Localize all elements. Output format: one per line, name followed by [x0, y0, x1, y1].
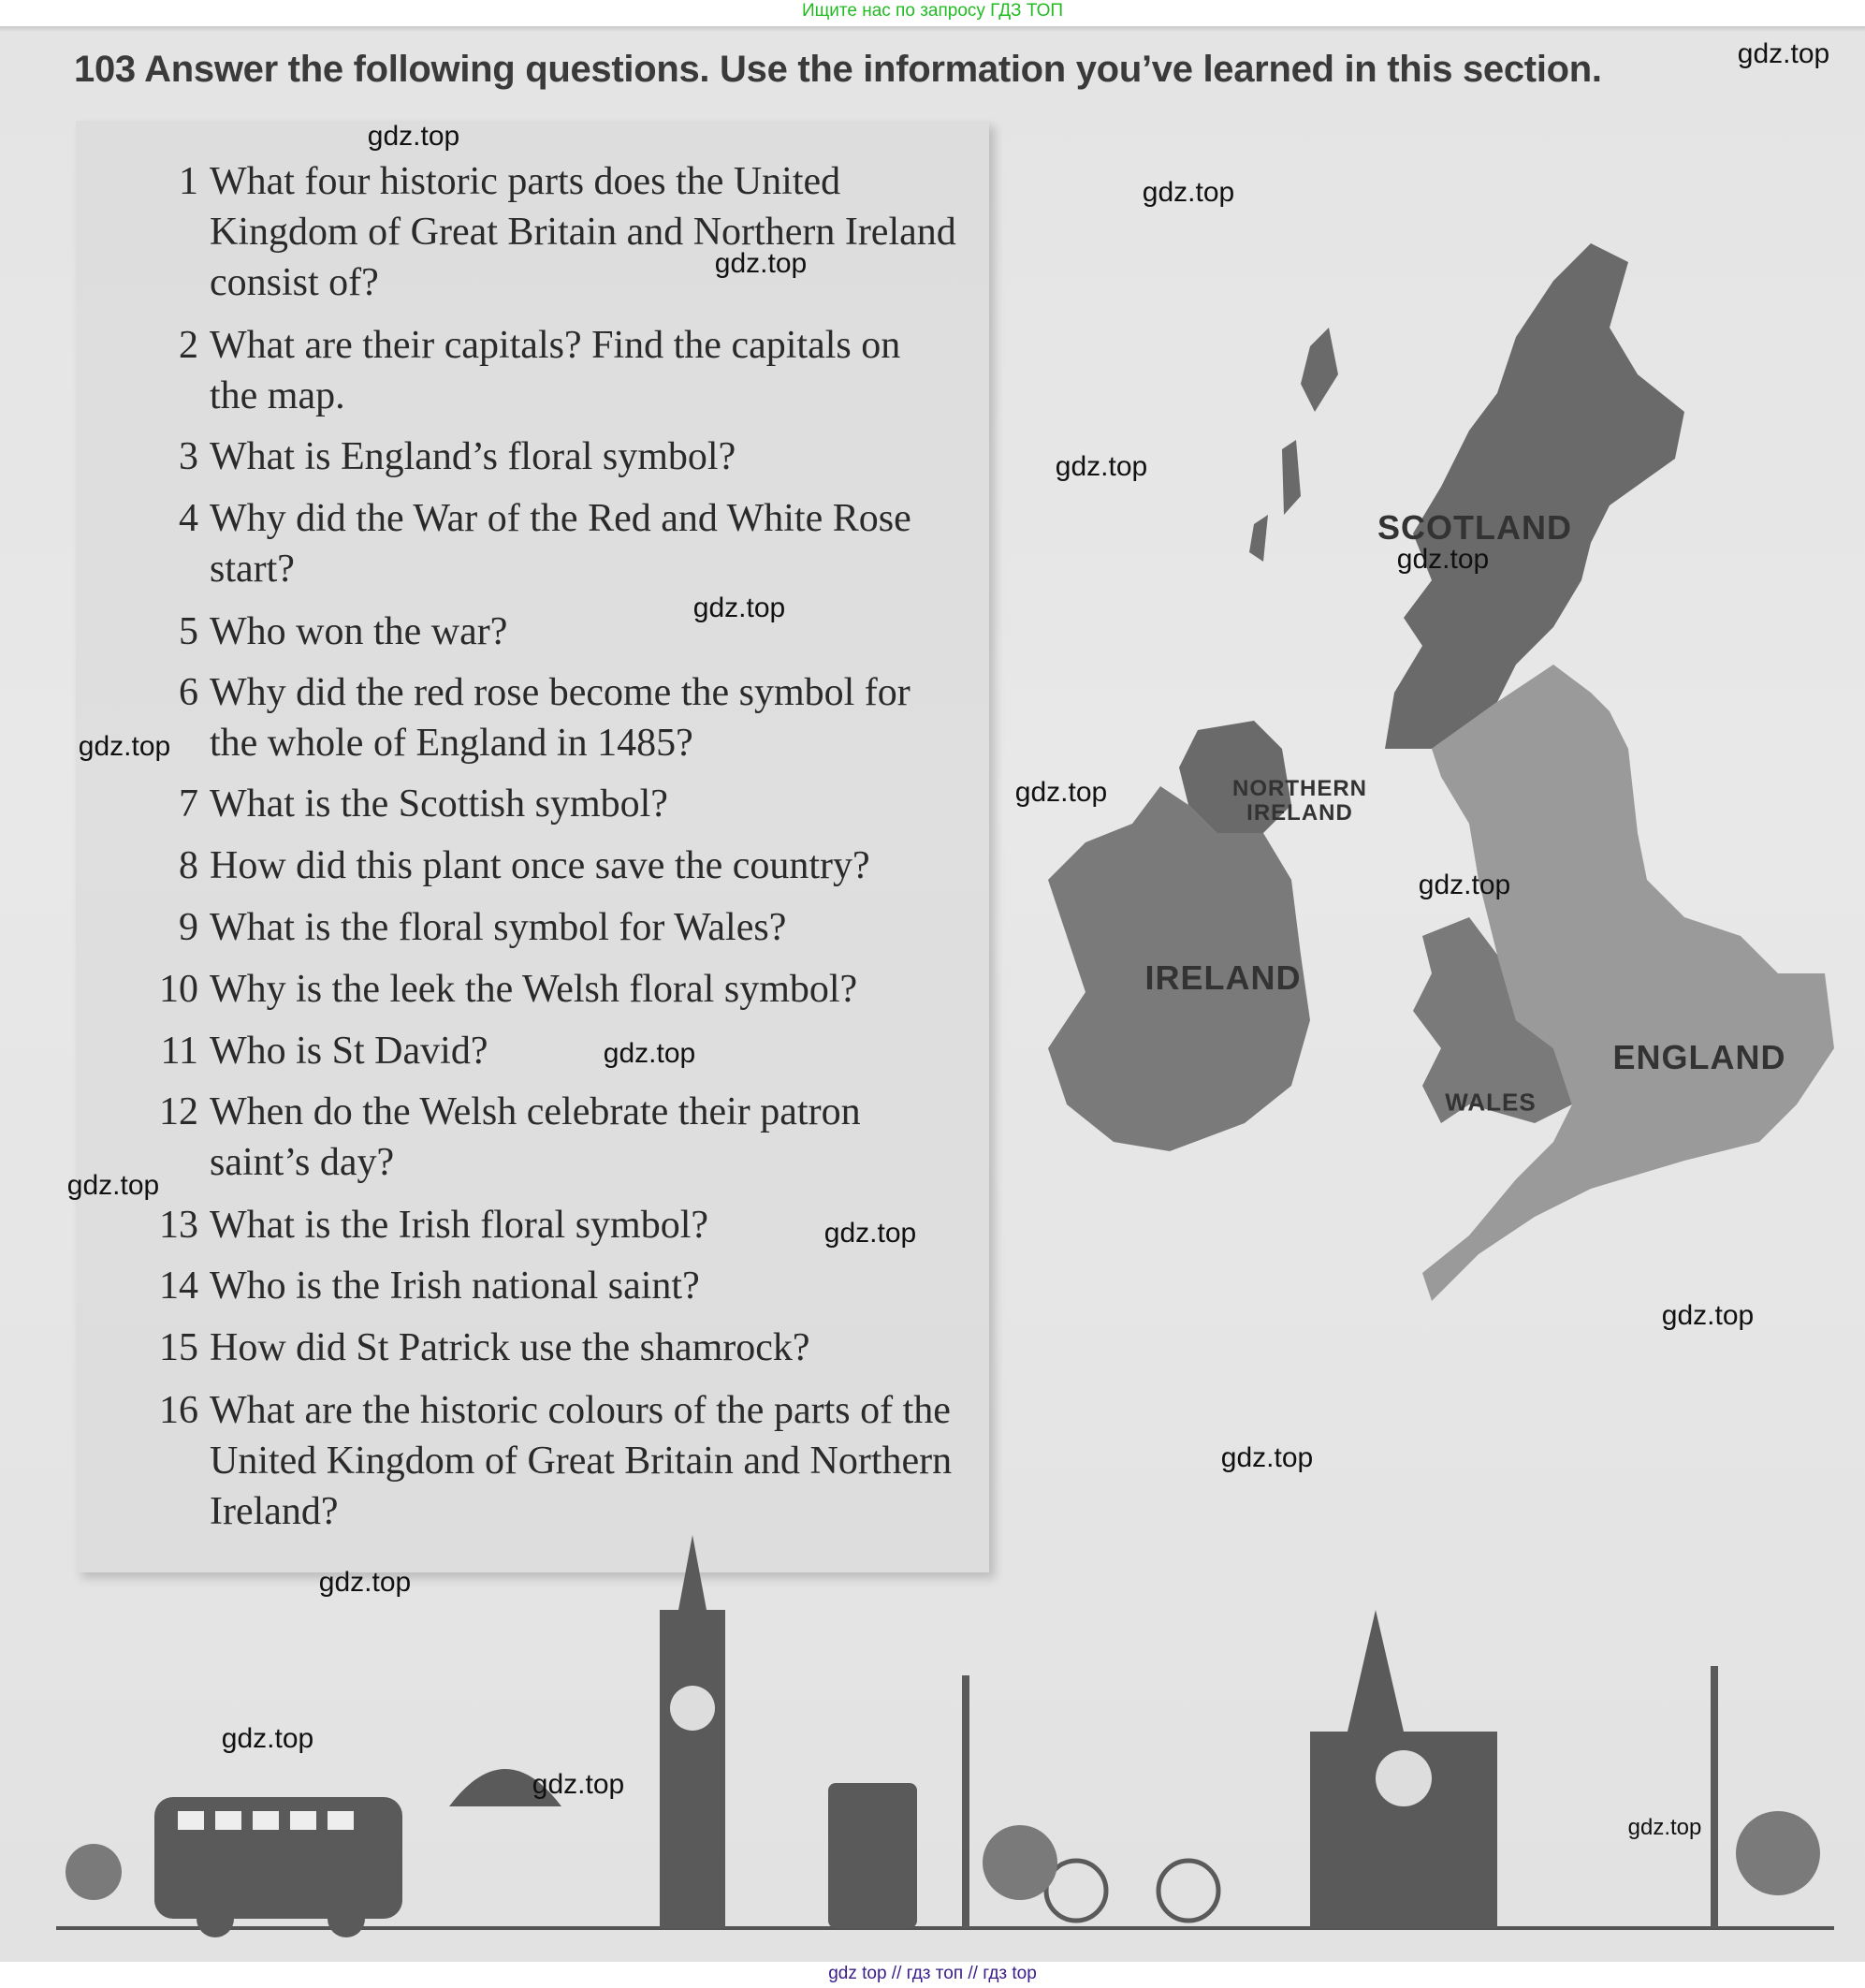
watermark: gdz.top [1418, 870, 1511, 900]
question-number: 16 [159, 1389, 198, 1432]
question-text: Who is the Irish national saint? [210, 1264, 700, 1308]
watermark: gdz.top [1661, 1300, 1755, 1331]
question-item [150, 1261, 973, 1311]
question-text: What is the Irish floral symbol? [210, 1204, 709, 1247]
question-item [150, 607, 973, 657]
question-item [150, 902, 973, 953]
map-scottish-islands [1249, 328, 1338, 562]
question-number: 13 [159, 1204, 198, 1247]
question-number: 1 [179, 160, 198, 203]
question-item [150, 431, 973, 482]
london-skyline-illustration [56, 1498, 1834, 1947]
question-text: Why did the War of the Red and White Rose start? [210, 497, 911, 591]
question-text: Who is St David? [210, 1030, 488, 1073]
map-label-scotland: SCOTLAND [1377, 508, 1572, 547]
question-number: 12 [159, 1090, 198, 1133]
question-number: 15 [159, 1326, 198, 1369]
question-text: What are their capitals? Find the capitals on the map. [210, 324, 901, 417]
question-text: How did St Patrick use the shamrock? [210, 1326, 810, 1369]
question-text: Why did the red rose become the symbol for the whole of England in 1485? [210, 671, 911, 765]
abbey-icon [1310, 1610, 1497, 1928]
question-item [150, 1087, 973, 1188]
watermark: gdz.top [823, 1218, 917, 1249]
question-number: 7 [179, 782, 198, 826]
question-item [150, 493, 973, 594]
bicycle-icon [1046, 1861, 1218, 1921]
watermark: gdz.top [1627, 1815, 1702, 1840]
ground-line [56, 1926, 1834, 1930]
question-item [150, 1323, 973, 1373]
question-number: 14 [159, 1264, 198, 1308]
watermark: gdz.top [532, 1769, 625, 1800]
watermark: gdz.top [603, 1038, 696, 1069]
question-number: 4 [179, 497, 198, 540]
phone-box-icon [828, 1783, 917, 1928]
bus-icon [154, 1797, 402, 1937]
watermark: gdz.top [1737, 38, 1830, 69]
question-text: What is England’s floral symbol? [210, 435, 736, 478]
question-item [150, 156, 973, 308]
question-number: 3 [179, 435, 198, 478]
search-banner[interactable]: Ищите нас по запросу ГДЗ ТОП [801, 1, 1064, 21]
question-number: 8 [179, 844, 198, 887]
watermark: gdz.top [66, 1170, 160, 1201]
watermark: gdz.top [1014, 777, 1108, 808]
question-item [150, 964, 973, 1015]
map-label-england: ENGLAND [1612, 1038, 1786, 1076]
question-text: What is the floral symbol for Wales? [210, 906, 787, 949]
question-text: What are the historic colours of the parts of the United Kingdom of Great Britain and Northern Ireland? [210, 1389, 953, 1533]
question-text: What is the Scottish symbol? [210, 782, 668, 826]
question-text: Why is the leek the Welsh floral symbol? [210, 968, 858, 1011]
watermark: gdz.top [1055, 451, 1148, 482]
question-item [150, 1026, 973, 1076]
question-number: 9 [179, 906, 198, 949]
question-text: Who won the war? [210, 610, 508, 653]
footer-links[interactable]: gdz top // гдз топ // гдз top [828, 1964, 1037, 1983]
big-ben-icon [660, 1535, 725, 1928]
question-number: 11 [160, 1030, 198, 1073]
watermark: gdz.top [318, 1567, 412, 1598]
watermark: gdz.top [78, 731, 171, 762]
watermark: gdz.top [1220, 1442, 1314, 1473]
question-item [150, 841, 973, 891]
question-item [150, 779, 973, 829]
question-number: 6 [179, 671, 198, 714]
question-number: 10 [159, 968, 198, 1011]
question-number: 2 [179, 324, 198, 367]
watermark: gdz.top [367, 121, 460, 152]
question-item [150, 320, 973, 421]
watermark: gdz.top [1396, 544, 1490, 575]
map-scotland [1385, 243, 1684, 749]
watermark: gdz.top [714, 248, 808, 279]
watermark: gdz.top [221, 1723, 314, 1754]
watermark: gdz.top [692, 592, 786, 623]
question-text: What four historic parts does the United Kingdom of Great Britain and Northern Ireland consist of? [210, 160, 956, 304]
map-label-northern-ireland [1230, 777, 1370, 826]
question-text: How did this plant once save the country? [210, 844, 870, 887]
uk-map [1029, 225, 1853, 1367]
question-item [150, 667, 973, 768]
map-label-wales: WALES [1445, 1088, 1537, 1117]
map-label-ireland: IRELAND [1144, 958, 1302, 997]
question-text: When do the Welsh celebrate their patron saint’s day? [210, 1090, 861, 1184]
map-label-northern-ireland-text: NORTHERN IRELAND [1232, 776, 1367, 826]
exercise-title: 103 Answer the following questions. Use the information you’ve learned in this section. [74, 49, 1602, 90]
watermark: gdz.top [1142, 177, 1235, 208]
question-number: 5 [179, 610, 198, 653]
